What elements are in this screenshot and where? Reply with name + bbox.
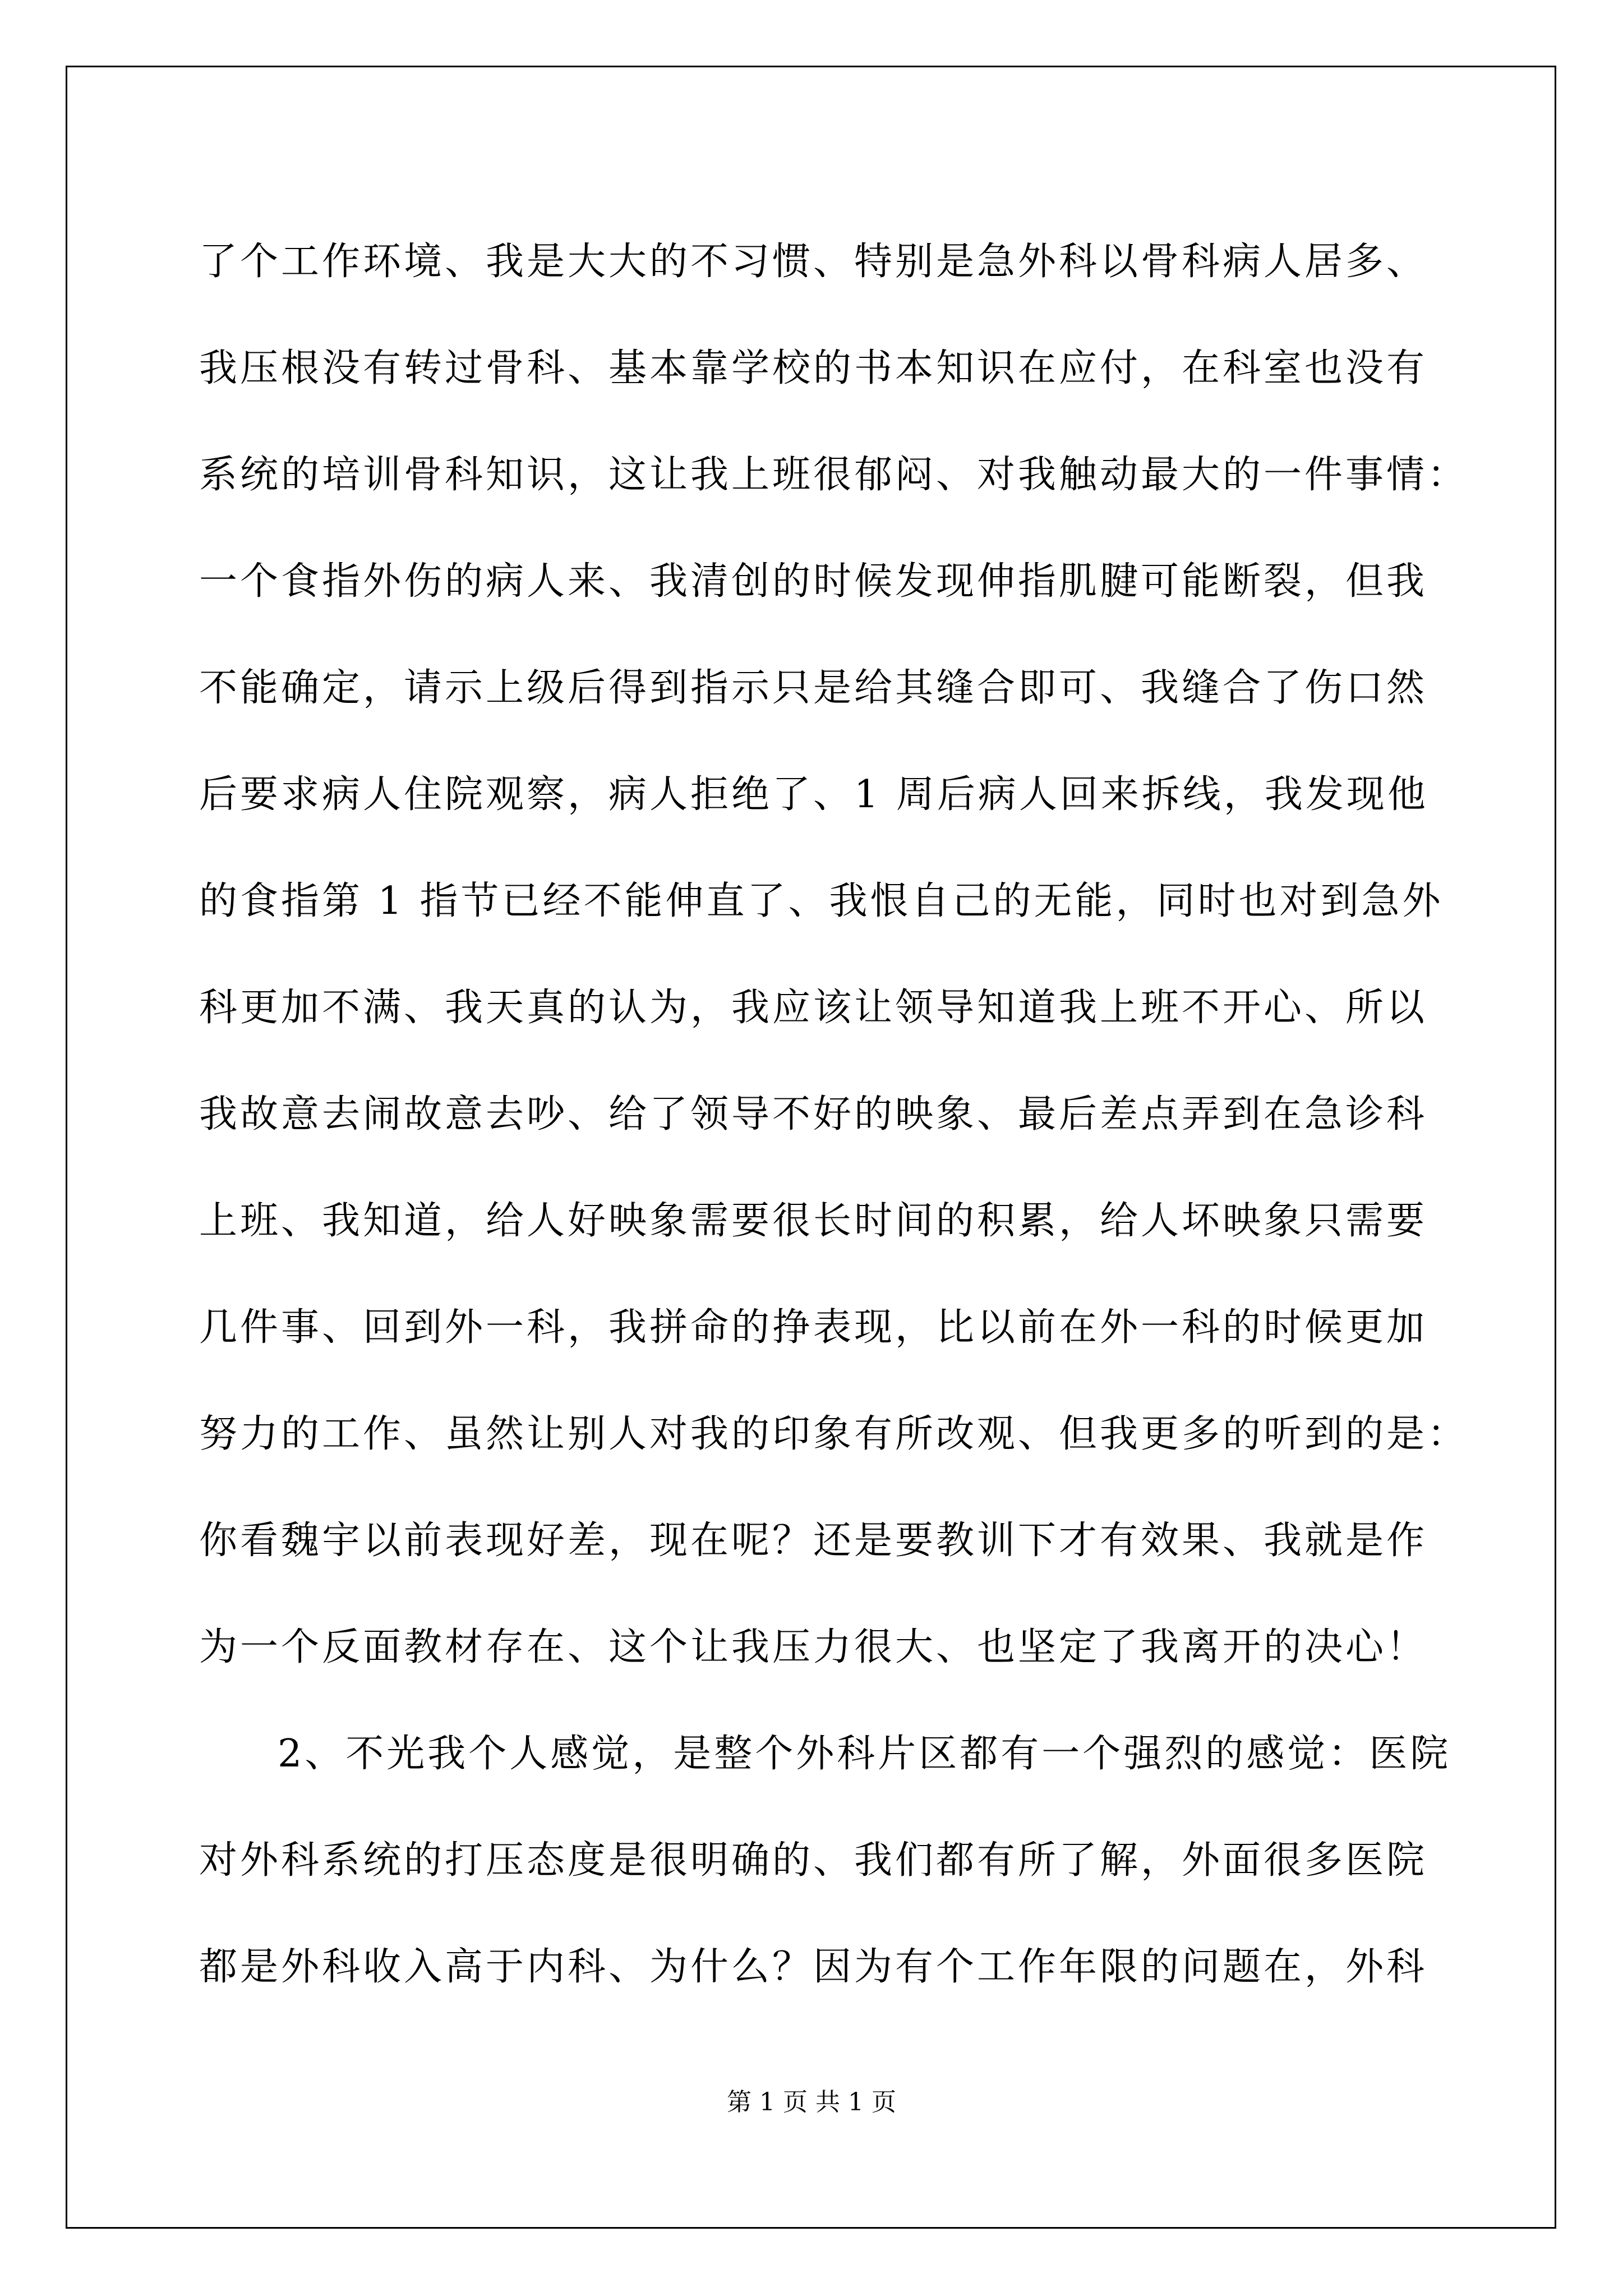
text-line: 科更加不满、我天真的认为，我应该让领导知道我上班不开心、所以 xyxy=(199,986,1428,1030)
document-body xyxy=(199,209,1469,2021)
text-line: 一个食指外伤的病人来、我清创的时候发现伸指肌腱可能断裂，但我 xyxy=(199,559,1428,604)
text-line: 了个工作环境、我是大大的不习惯、特别是急外科以骨科病人居多、 xyxy=(199,240,1428,284)
text-line: 系统的培训骨科知识，这让我上班很郁闷、对我触动最大的一件事情： xyxy=(199,453,1469,497)
page-footer xyxy=(0,2086,1623,2119)
paragraph-start-line: 2、不光我个人感觉，是整个外科片区都有一个强烈的感觉：医院 xyxy=(278,1732,1451,1776)
text-line: 我故意去闹故意去吵、给了领导不好的映象、最后差点弄到在急诊科 xyxy=(199,1092,1428,1137)
text-line: 几件事、回到外一科，我拼命的挣表现，比以前在外一科的时候更加 xyxy=(199,1305,1428,1350)
text-line: 后要求病人住院观察，病人拒绝了、1 周后病人回来拆线，我发现他 xyxy=(199,772,1428,817)
text-line: 都是外科收入高于内科、为什么？因为有个工作年限的问题在，外科 xyxy=(199,1945,1428,1989)
text-line: 对外科系统的打压态度是很明确的、我们都有所了解，外面很多医院 xyxy=(199,1838,1428,1883)
text-line: 上班、我知道，给人好映象需要很长时间的积累，给人坏映象只需要 xyxy=(199,1199,1428,1243)
text-line: 的食指第 1 指节已经不能伸直了、我恨自己的无能，同时也对到急外 xyxy=(199,879,1444,923)
text-line: 不能确定，请示上级后得到指示只是给其缝合即可、我缝合了伤口然 xyxy=(199,666,1428,710)
page-number: 第 1 页 共 1 页 xyxy=(727,2088,896,2116)
text-line: 为一个反面教材存在、这个让我压力很大、也坚定了我离开的决心！ xyxy=(199,1625,1428,1669)
text-line: 你看魏宇以前表现好差，现在呢？还是要教训下才有效果、我就是作 xyxy=(199,1519,1428,1563)
text-line: 努力的工作、虽然让别人对我的印象有所改观、但我更多的听到的是： xyxy=(199,1412,1469,1456)
text-line: 我压根没有转过骨科、基本靠学校的书本知识在应付，在科室也没有 xyxy=(199,346,1428,390)
